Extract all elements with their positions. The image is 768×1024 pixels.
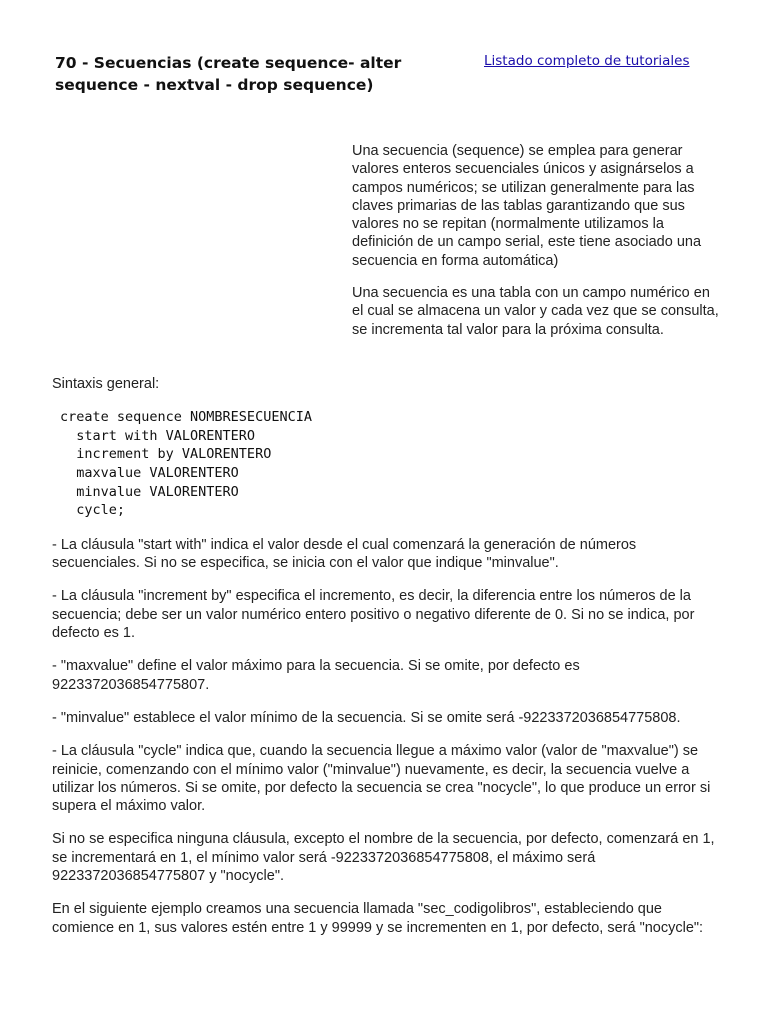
minvalue-paragraph: - "minvalue" establece el valor mínimo de la secuencia. Si se omite será -9223372036854775808. [52,709,681,726]
intro-paragraph: Una secuencia es una tabla con un campo numérico en el cual se almacena un valor y cada vez que se consulta, se incrementa tal valor para la próxima consulta. [352,285,719,338]
page-title: 70 - Secuencias (create sequence- alter sequence - nextval - drop sequence) [55,54,402,94]
cycle-paragraph: - La cláusula "cycle" indica que, cuando la secuencia llegue a máximo valor (valor de "maxvalue") se reinicie, comenzando con el mínimo valor ("minvalue") nuevamente, es decir, la secuencia vuelve a utilizar los números. Si se omite, por defecto la secuencia se crea "nocycle", lo que produce un error si supera el máximo valor. [52,743,711,815]
tutorials-list-link[interactable]: Listado completo de tutoriales [484,53,690,69]
maxvalue-paragraph: - "maxvalue" define el valor máximo para la secuencia. Si se omite, por defecto es 9223372036854775807. [52,658,580,693]
syntax-label: Sintaxis general: [52,376,160,392]
example-paragraph: En el siguiente ejemplo creamos una secuencia llamada "sec_codigolibros", estableciendo que comience en 1, sus valores estén entre 1 y 99999 y se incrementen en 1, por defecto, será "nocycle": [52,901,704,936]
main-content [52,375,724,952]
intro-section [352,142,724,353]
syntax-code-block: create sequence NOMBRESECUENCIA start with VALORENTERO increment by VALORENTERO maxvalue VALORENTERO minvalue VALORENTERO cycle; [60,409,312,519]
intro-paragraph: Una secuencia (sequence) se emplea para generar valores enteros secuenciales únicos y asignárselos a campos numéricos; se utilizan generalmente para las claves primarias de las tablas garantizando que sus valores no se repitan (normalmente utilizamos la definición de un campo serial, este tiene asociado una secuencia en forma automática) [352,143,702,269]
defaults-paragraph: Si no se especifica ninguna cláusula, excepto el nombre de la secuencia, por defecto, comenzará en 1, se incrementará en 1, el mínimo valor será -9223372036854775808, el máximo será 9223372036854775807 y "nocycle". [52,831,715,885]
increment-by-paragraph: - La cláusula "increment by" especifica el incremento, es decir, la diferencia entre los números de la secuencia; debe ser un valor numérico entero positivo o negativo diferente de 0. Si no se indica, por defecto es 1. [52,588,695,642]
start-with-paragraph: - La cláusula "start with" indica el valor desde el cual comenzará la generación de números secuenciales. Si no se especifica, se inicia con el valor que indique "minvalue". [52,536,637,572]
